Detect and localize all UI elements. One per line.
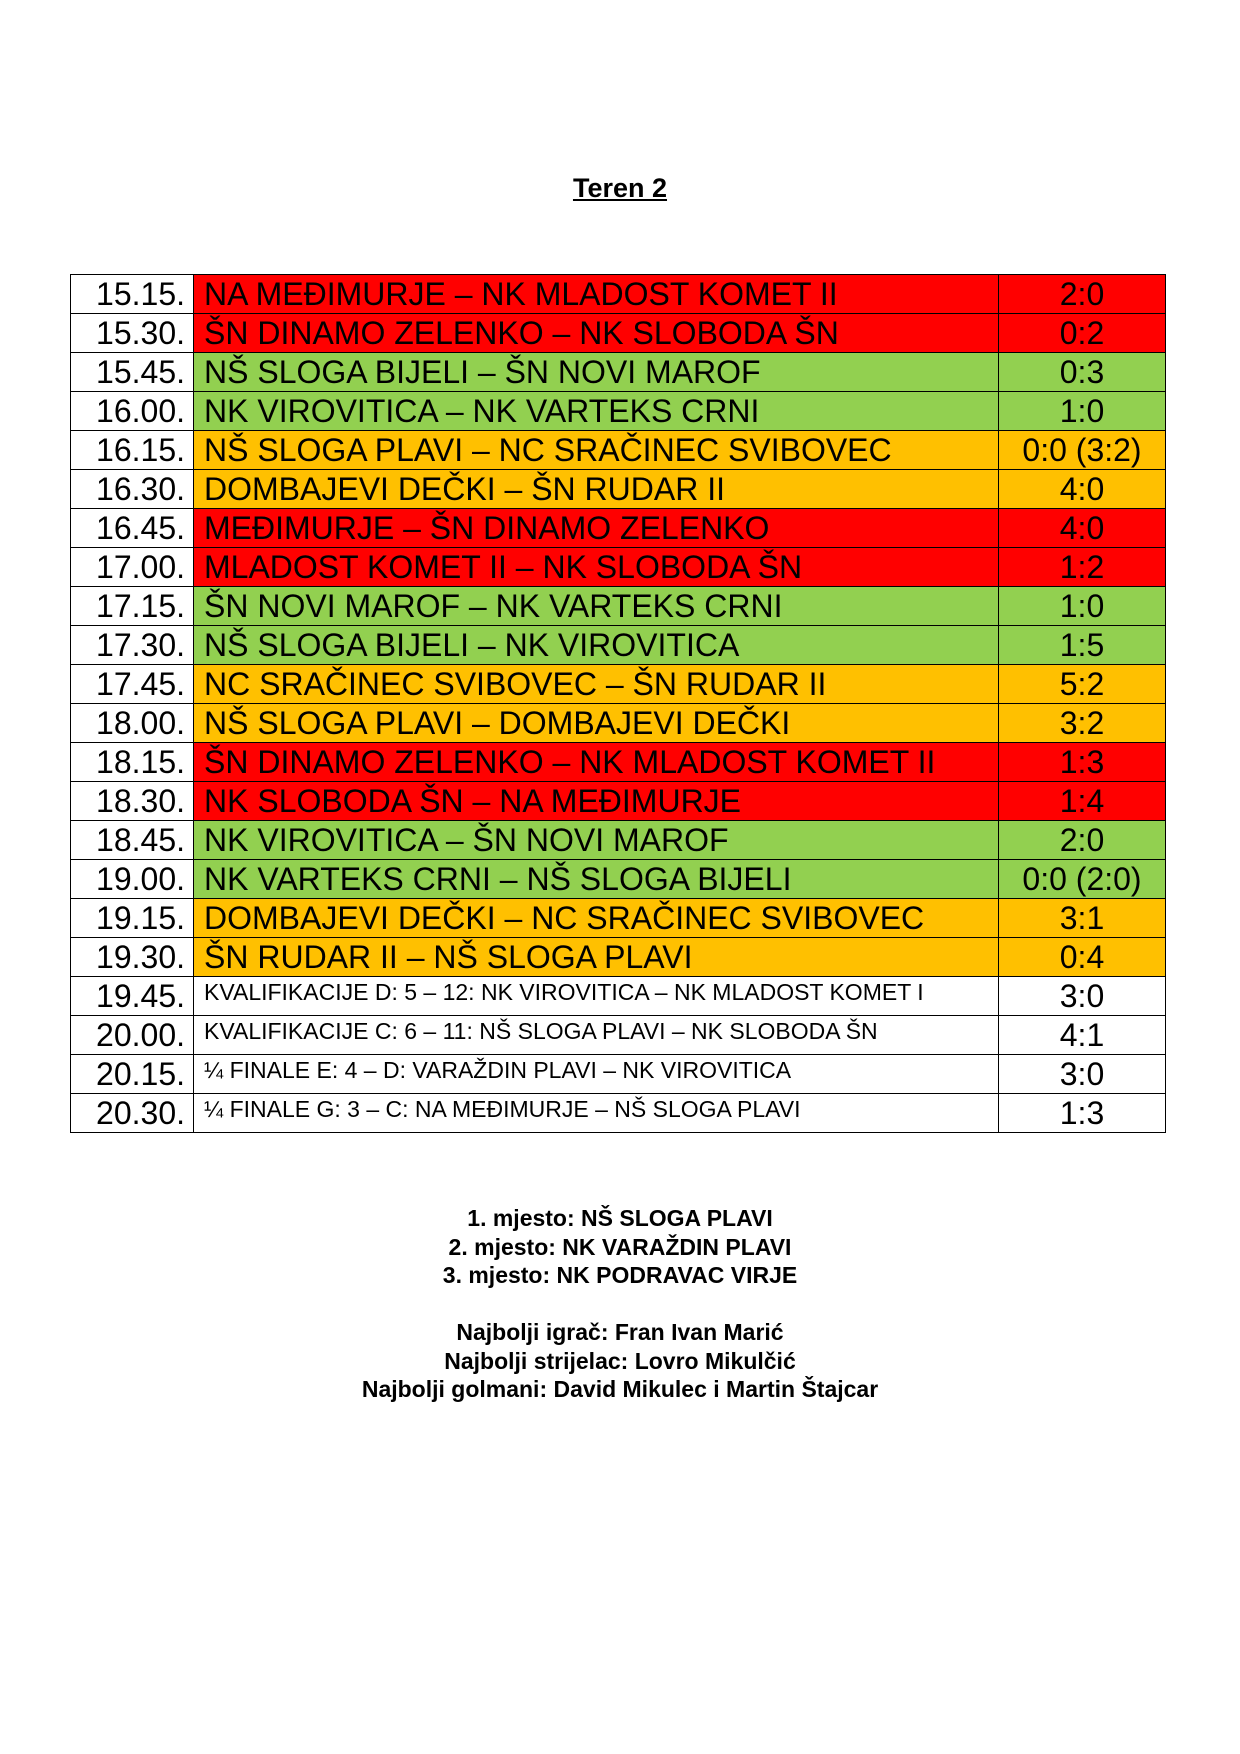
match-score: 1:0: [999, 587, 1166, 626]
match-teams: MLADOST KOMET II – NK SLOBODA ŠN: [194, 548, 999, 587]
match-score: 2:0: [999, 275, 1166, 314]
match-teams: NK VIROVITICA – NK VARTEKS CRNI: [194, 392, 999, 431]
standing-third: 3. mjesto: NK PODRAVAC VIRJE: [442, 1262, 798, 1288]
match-time: 16.15.: [71, 431, 194, 470]
match-teams: DOMBAJEVI DEČKI – ŠN RUDAR II: [194, 470, 999, 509]
match-time: 17.45.: [71, 665, 194, 704]
standing-first: 1. mjesto: NŠ SLOGA PLAVI: [467, 1205, 773, 1231]
match-row: [71, 1016, 1166, 1055]
match-row: [71, 431, 1166, 470]
match-teams: ŠN RUDAR II – NŠ SLOGA PLAVI: [194, 938, 999, 977]
match-score: 4:1: [999, 1016, 1166, 1055]
match-time: 15.15.: [71, 275, 194, 314]
match-score: 4:0: [999, 509, 1166, 548]
match-row: [71, 704, 1166, 743]
match-time: 17.00.: [71, 548, 194, 587]
match-teams: NŠ SLOGA BIJELI – ŠN NOVI MAROF: [194, 353, 999, 392]
match-row: [71, 665, 1166, 704]
match-row: [71, 860, 1166, 899]
match-score: 0:0 (2:0): [999, 860, 1166, 899]
match-time: 15.45.: [71, 353, 194, 392]
match-teams: ¼ FINALE E: 4 – D: VARAŽDIN PLAVI – NK VIROVITICA: [194, 1055, 999, 1094]
match-time: 16.00.: [71, 392, 194, 431]
schedule-table: [70, 274, 1166, 1133]
final-standings: [0, 1204, 1240, 1290]
match-row: [71, 743, 1166, 782]
match-score: 3:0: [999, 977, 1166, 1016]
match-row: [71, 626, 1166, 665]
match-row: [71, 548, 1166, 587]
match-score: 0:4: [999, 938, 1166, 977]
match-score: 1:5: [999, 626, 1166, 665]
match-score: 1:0: [999, 392, 1166, 431]
match-score: 1:4: [999, 782, 1166, 821]
match-score: 3:0: [999, 1055, 1166, 1094]
match-time: 15.30.: [71, 314, 194, 353]
match-score: 2:0: [999, 821, 1166, 860]
match-time: 19.00.: [71, 860, 194, 899]
best-player: Najbolji igrač: Fran Ivan Marić: [456, 1319, 784, 1345]
match-time: 16.30.: [71, 470, 194, 509]
match-teams: NŠ SLOGA BIJELI – NK VIROVITICA: [194, 626, 999, 665]
match-row: [71, 938, 1166, 977]
match-teams: KVALIFIKACIJE D: 5 – 12: NK VIROVITICA – NK MLADOST KOMET I: [194, 977, 999, 1016]
match-teams: ŠN DINAMO ZELENKO – NK SLOBODA ŠN: [194, 314, 999, 353]
match-teams: NC SRAČINEC SVIBOVEC – ŠN RUDAR II: [194, 665, 999, 704]
match-time: 17.15.: [71, 587, 194, 626]
match-time: 17.30.: [71, 626, 194, 665]
match-score: 1:2: [999, 548, 1166, 587]
match-time: 18.00.: [71, 704, 194, 743]
match-row: [71, 1055, 1166, 1094]
match-teams: NA MEĐIMURJE – NK MLADOST KOMET II: [194, 275, 999, 314]
match-row: [71, 470, 1166, 509]
match-teams: NK SLOBODA ŠN – NA MEĐIMURJE: [194, 782, 999, 821]
match-row: [71, 977, 1166, 1016]
match-score: 3:2: [999, 704, 1166, 743]
match-time: 20.00.: [71, 1016, 194, 1055]
match-teams: ŠN NOVI MAROF – NK VARTEKS CRNI: [194, 587, 999, 626]
match-row: [71, 509, 1166, 548]
match-row: [71, 821, 1166, 860]
match-time: 19.15.: [71, 899, 194, 938]
match-row: [71, 275, 1166, 314]
best-scorer: Najbolji strijelac: Lovro Mikulčić: [444, 1347, 796, 1374]
match-teams: NK VIROVITICA – ŠN NOVI MAROF: [194, 821, 999, 860]
match-row: [71, 899, 1166, 938]
match-row: [71, 314, 1166, 353]
individual-awards: [0, 1318, 1240, 1404]
match-time: 20.30.: [71, 1094, 194, 1133]
match-row: [71, 392, 1166, 431]
match-teams: NŠ SLOGA PLAVI – NC SRAČINEC SVIBOVEC: [194, 431, 999, 470]
match-time: 19.30.: [71, 938, 194, 977]
match-score: 1:3: [999, 743, 1166, 782]
match-time: 18.45.: [71, 821, 194, 860]
match-score: 0:0 (3:2): [999, 431, 1166, 470]
match-score: 5:2: [999, 665, 1166, 704]
match-row: [71, 587, 1166, 626]
match-row: [71, 353, 1166, 392]
match-time: 16.45.: [71, 509, 194, 548]
match-time: 20.15.: [71, 1055, 194, 1094]
match-row: [71, 1094, 1166, 1133]
match-score: 0:2: [999, 314, 1166, 353]
match-teams: ŠN DINAMO ZELENKO – NK MLADOST KOMET II: [194, 743, 999, 782]
match-teams: MEĐIMURJE – ŠN DINAMO ZELENKO: [194, 509, 999, 548]
match-score: 4:0: [999, 470, 1166, 509]
match-time: 18.15.: [71, 743, 194, 782]
standing-second: 2. mjesto: NK VARAŽDIN PLAVI: [448, 1233, 792, 1260]
match-score: 0:3: [999, 353, 1166, 392]
match-row: [71, 782, 1166, 821]
match-teams: NK VARTEKS CRNI – NŠ SLOGA BIJELI: [194, 860, 999, 899]
match-teams: ¼ FINALE G: 3 – C: NA MEĐIMURJE – NŠ SLOGA PLAVI: [194, 1094, 999, 1133]
match-teams: KVALIFIKACIJE C: 6 – 11: NŠ SLOGA PLAVI – NK SLOBODA ŠN: [194, 1016, 999, 1055]
best-goalkeepers: Najbolji golmani: David Mikulec i Martin Štajcar: [361, 1376, 879, 1402]
match-score: 1:3: [999, 1094, 1166, 1133]
match-teams: NŠ SLOGA PLAVI – DOMBAJEVI DEČKI: [194, 704, 999, 743]
page-title: Teren 2: [572, 173, 668, 203]
match-teams: DOMBAJEVI DEČKI – NC SRAČINEC SVIBOVEC: [194, 899, 999, 938]
match-time: 18.30.: [71, 782, 194, 821]
match-time: 19.45.: [71, 977, 194, 1016]
schedule-body: [71, 275, 1166, 1133]
match-score: 3:1: [999, 899, 1166, 938]
